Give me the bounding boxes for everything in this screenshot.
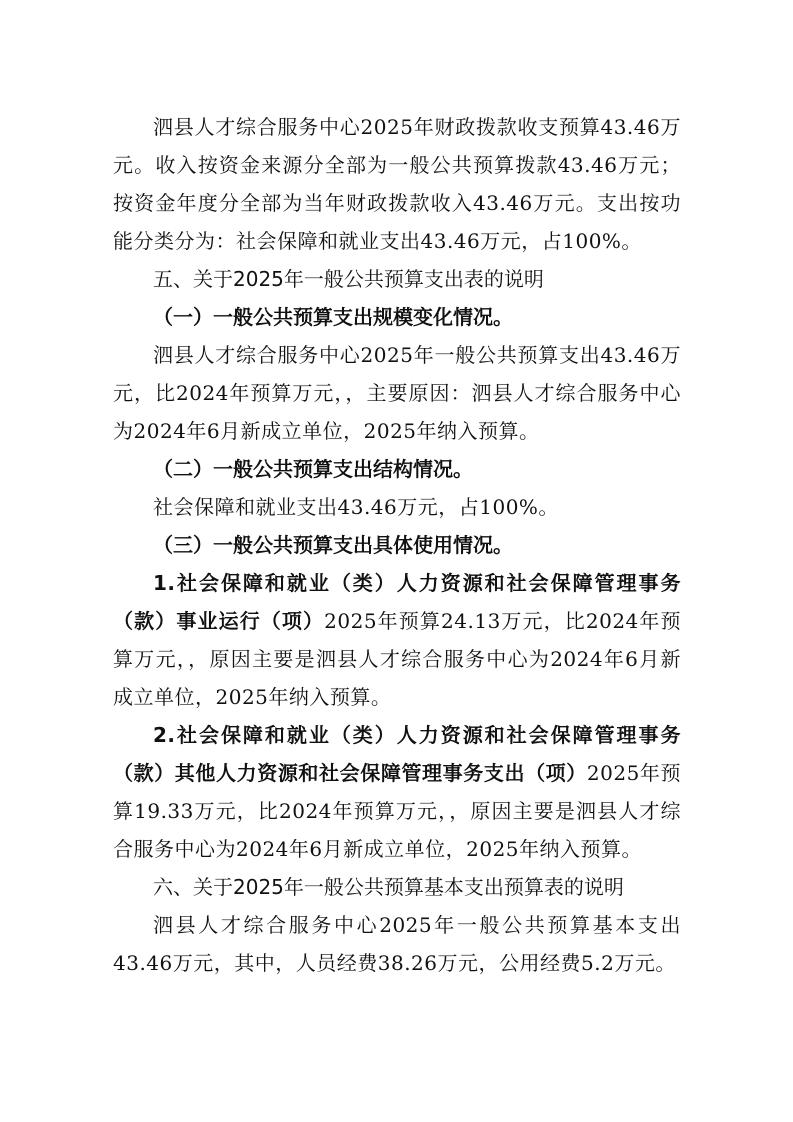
paragraph-budget-summary: 泗县人才综合服务中心2025年财政拨款收支预算43.46万元。收入按资金来源分全部为一般公共预算拨款43.46万元；按资金年度分全部为当年财政拨款收入43.46万元。支出按功能分类分为：社会保障和就业支出43.46万元，占100%。 — [113, 115, 681, 253]
paragraph-item-2 — [113, 716, 681, 868]
item-2-title: 2.社会保障和就业（类）人力资源和社会保障管理事务（款）其他人力资源和社会保障管理事务支出（项） — [113, 723, 681, 785]
subheading-scale-change: （一）一般公共预算支出规模变化情况。 — [153, 305, 513, 329]
paragraph-scale-change: 泗县人才综合服务中心2025年一般公共预算支出43.46万元，比2024年预算万元，，主要原因：泗县人才综合服务中心为2024年6月新成立单位，2025年纳入预算。 — [113, 343, 681, 443]
item-1-detail: 2025年预算24.13万元，比2024年预算万元，，原因主要是泗县人才综合服务中心为2024年6月新成立单位，2025年纳入预算。 — [113, 609, 682, 709]
section-heading-5: 五、关于2025年一般公共预算支出表的说明 — [153, 267, 544, 291]
subheading-structure: （二）一般公共预算支出结构情况。 — [153, 457, 473, 481]
paragraph-structure: 社会保障和就业支出43.46万元，占100%。 — [153, 495, 559, 519]
document-page — [113, 108, 681, 982]
paragraph-basic-expenditure: 泗县人才综合服务中心2025年一般公共预算基本支出43.46万元，其中，人员经费38.26万元，公用经费5.2万元。 — [113, 913, 681, 975]
section-heading-6: 六、关于2025年一般公共预算基本支出预算表的说明 — [153, 875, 624, 899]
item-2-detail: 2025年预算19.33万元，比2024年预算万元，，原因主要是泗县人才综合服务中心为2024年6月新成立单位，2025年纳入预算。 — [113, 761, 681, 861]
item-1-title: 1.社会保障和就业（类）人力资源和社会保障管理事务（款）事业运行（项） — [113, 571, 681, 633]
paragraph-item-1 — [113, 564, 681, 716]
subheading-usage: （三）一般公共预算支出具体使用情况。 — [153, 533, 513, 557]
